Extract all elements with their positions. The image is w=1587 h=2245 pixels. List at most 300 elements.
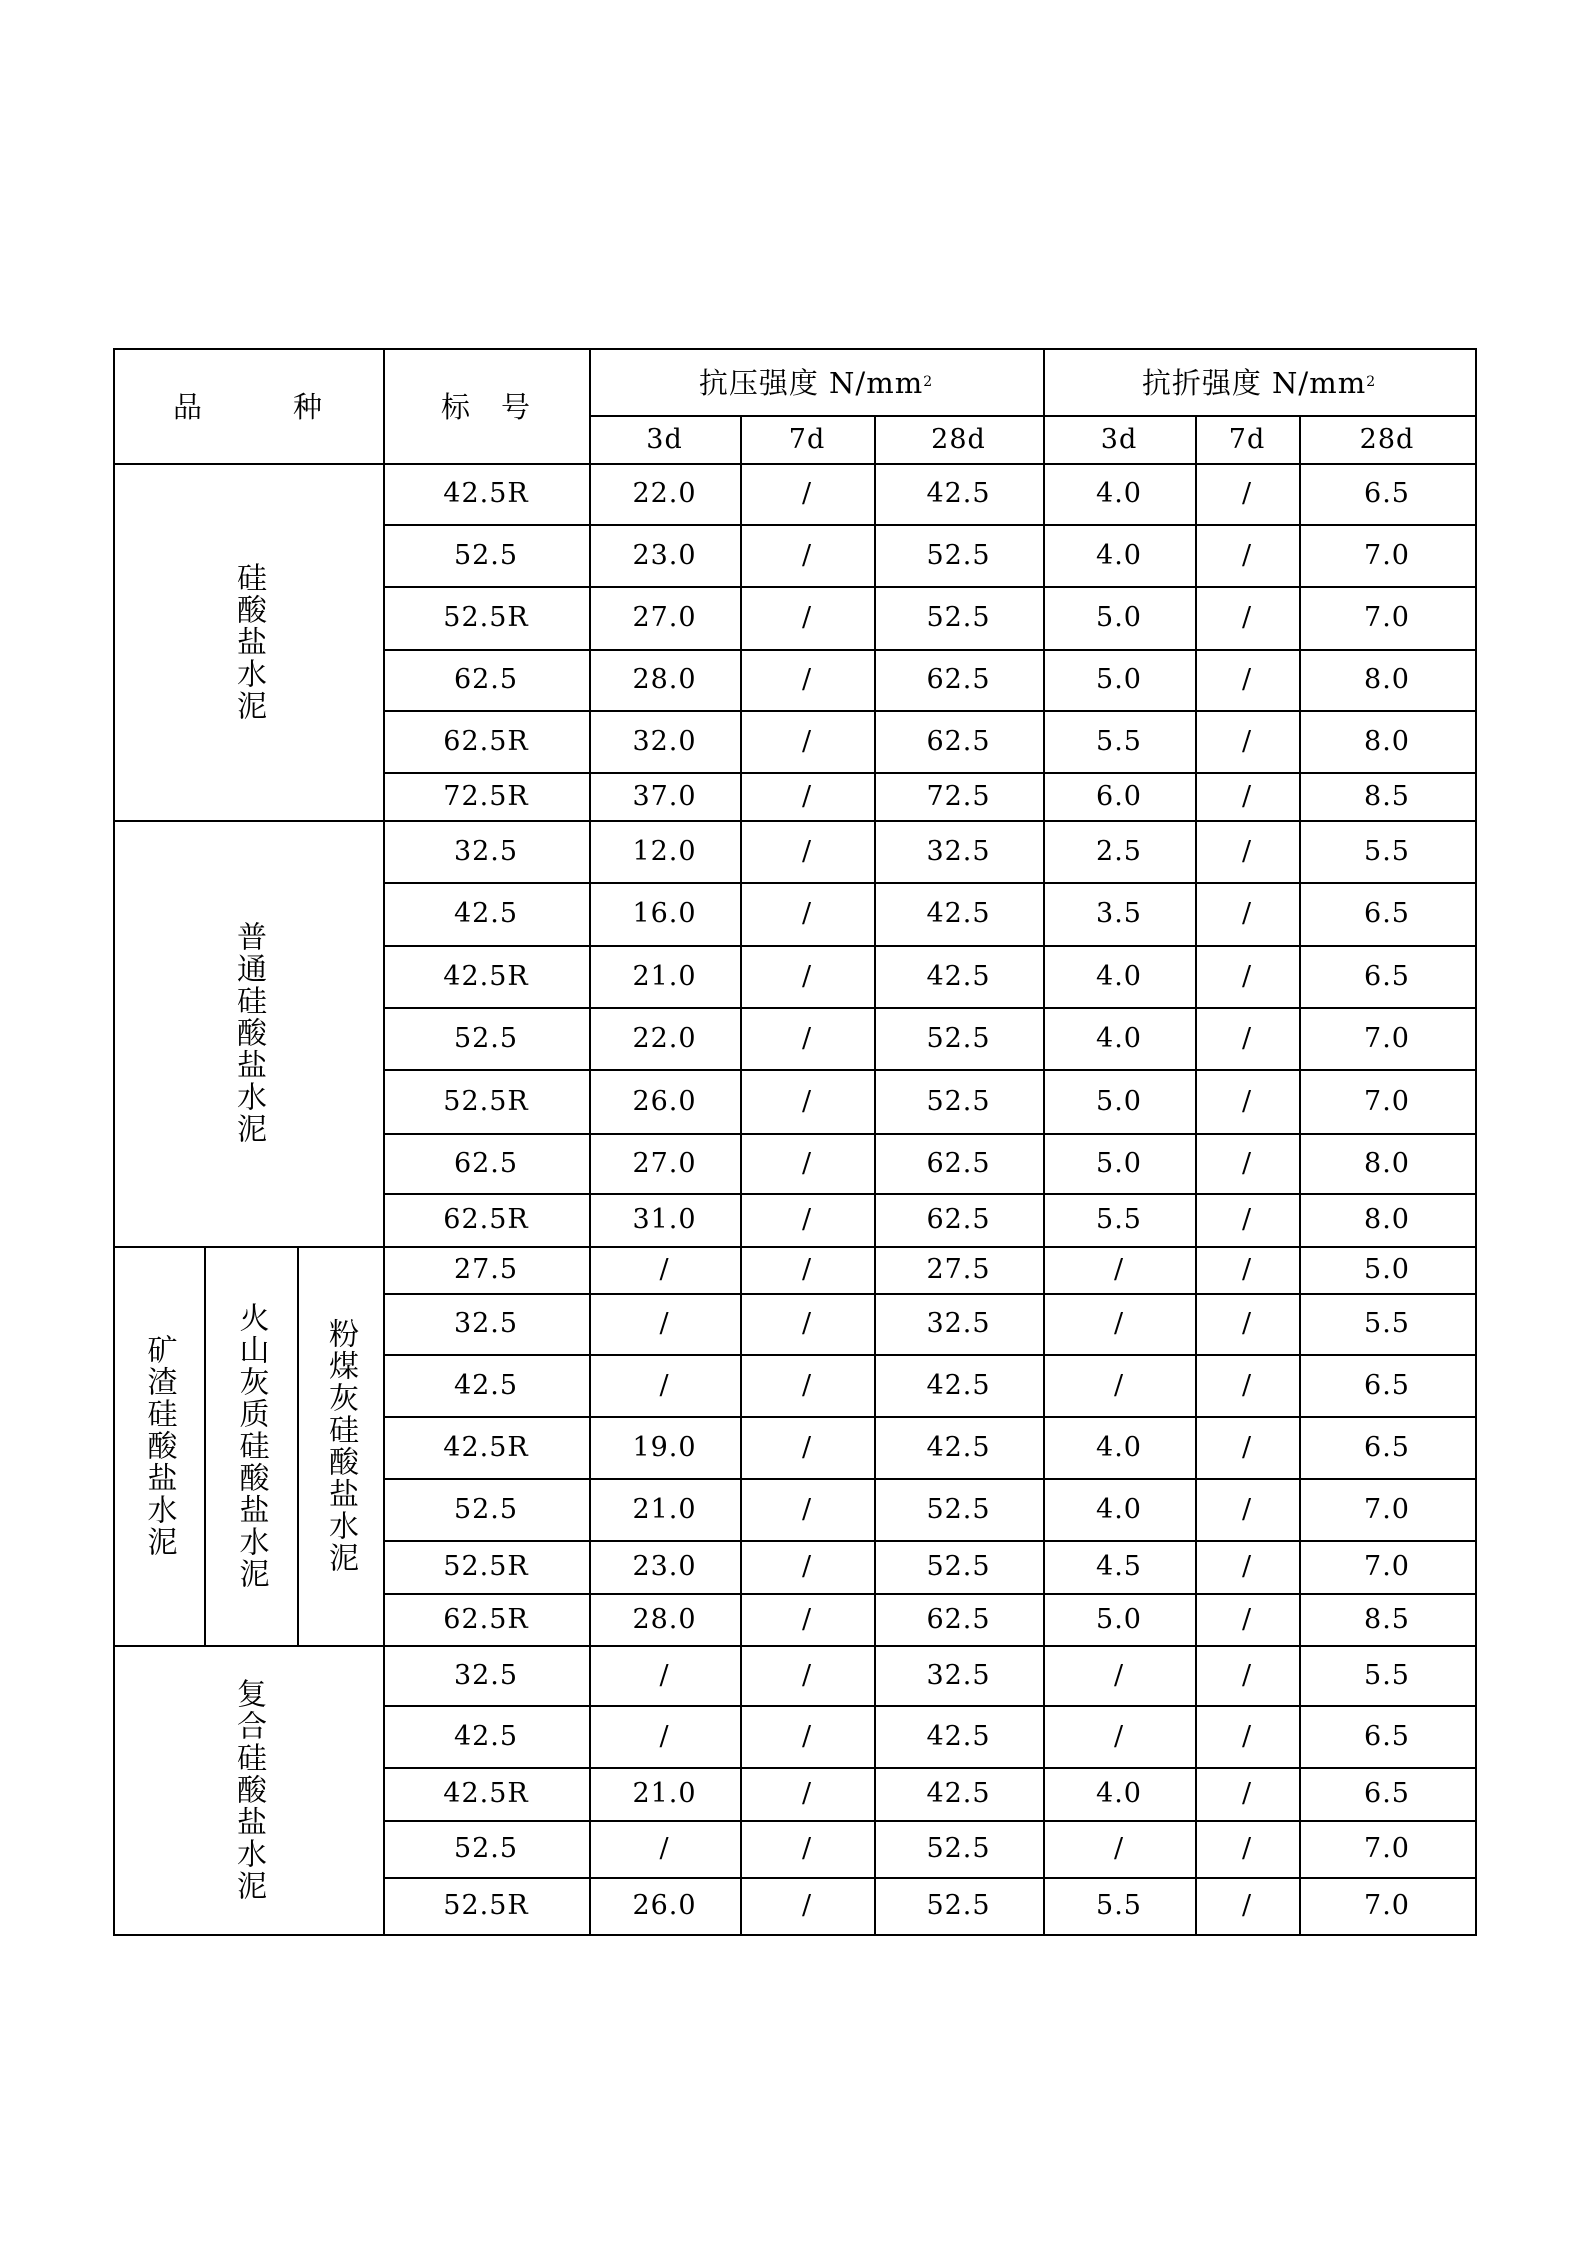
cell-flexural-28d-text: 6.5	[1364, 898, 1410, 929]
cell-flexural-28d	[1299, 524, 1477, 588]
header-grade-text: 标 号	[440, 390, 531, 424]
cell-compressive-3d	[589, 463, 742, 526]
cell-flexural-3d-text: 4.5	[1096, 1551, 1142, 1582]
header-age-7d-text: 7d	[788, 423, 826, 455]
cell-grade-text: 52.5	[453, 1022, 519, 1054]
cell-compressive-7d-text: /	[801, 664, 813, 695]
cell-grade	[383, 1820, 591, 1879]
cell-compressive-28d-text: 62.5	[926, 1603, 991, 1635]
cell-grade	[383, 649, 591, 712]
cell-flexural-28d-text: 6.5	[1364, 1431, 1410, 1463]
cell-grade-text: 42.5	[453, 898, 519, 929]
unit-superscript: 2	[1366, 373, 1377, 390]
cell-compressive-3d-text: 32.0	[632, 725, 697, 757]
cell-flexural-28d	[1299, 1193, 1477, 1248]
cell-flexural-28d-text: 5.5	[1364, 1659, 1410, 1691]
cell-flexural-7d-text: /	[1241, 478, 1253, 509]
cell-flexural-3d	[1043, 1820, 1197, 1879]
cell-flexural-3d	[1043, 945, 1197, 1009]
cell-grade	[383, 820, 591, 884]
cell-grade-text: 52.5R	[443, 1551, 529, 1582]
cell-compressive-3d-text: 27.0	[632, 602, 697, 633]
cell-flexural-7d-text: /	[1241, 960, 1253, 992]
cell-flexural-7d-text: /	[1241, 1551, 1253, 1582]
cell-flexural-3d-text: 4.0	[1096, 960, 1142, 992]
cell-compressive-7d	[740, 1540, 876, 1595]
cell-compressive-28d-text: 42.5	[926, 898, 991, 929]
cell-compressive-3d	[589, 820, 742, 884]
cell-compressive-3d-text: /	[659, 1833, 670, 1864]
cell-compressive-7d	[740, 1820, 876, 1879]
cell-flexural-28d-text: 6.5	[1364, 1778, 1410, 1809]
cell-compressive-3d	[589, 1877, 742, 1936]
cell-flexural-28d	[1299, 1069, 1477, 1135]
header-variety	[113, 348, 385, 465]
cell-compressive-28d-text: 42.5	[926, 478, 991, 509]
cell-flexural-28d	[1299, 1767, 1477, 1822]
cell-compressive-28d	[874, 1705, 1045, 1769]
cell-compressive-28d	[874, 1645, 1045, 1707]
group-label-text: 普通硅酸盐水泥	[231, 921, 266, 1145]
cell-flexural-7d	[1195, 1354, 1301, 1418]
cell-flexural-3d-text: /	[1113, 1369, 1125, 1401]
cell-flexural-3d-text: 5.5	[1096, 725, 1142, 757]
cell-compressive-7d	[740, 882, 876, 947]
cell-compressive-3d-text: 12.0	[632, 835, 697, 867]
cell-flexural-7d	[1195, 1645, 1301, 1707]
cell-flexural-7d-text: /	[1241, 664, 1253, 695]
cell-flexural-3d	[1043, 1705, 1197, 1769]
group-label-0-text: 矿渣硅酸盐水泥	[141, 1333, 177, 1558]
cell-flexural-3d-text: /	[1113, 1720, 1125, 1752]
cell-compressive-3d	[589, 1416, 742, 1480]
cell-compressive-7d	[740, 1877, 876, 1936]
cell-flexural-28d	[1299, 1293, 1477, 1356]
cell-grade	[383, 1416, 591, 1480]
cell-flexural-7d	[1195, 1246, 1301, 1295]
cell-compressive-3d	[589, 882, 742, 947]
group-label	[113, 1645, 385, 1936]
unit-superscript: 2	[923, 373, 934, 390]
cell-compressive-28d	[874, 1246, 1045, 1295]
cell-compressive-7d-text: /	[801, 835, 813, 867]
cell-grade	[383, 1069, 591, 1135]
cell-compressive-7d-text: /	[801, 898, 813, 929]
cell-compressive-7d-text: /	[801, 1085, 813, 1117]
cell-compressive-7d	[740, 820, 876, 884]
cell-compressive-3d-text: 26.0	[632, 1085, 697, 1117]
cell-grade-text: 42.5R	[443, 960, 529, 992]
cell-flexural-3d	[1043, 1069, 1197, 1135]
cell-grade-text: 42.5	[453, 1720, 519, 1752]
cell-compressive-28d-text: 52.5	[926, 1890, 991, 1921]
cell-flexural-28d	[1299, 463, 1477, 526]
cell-compressive-28d	[874, 1877, 1045, 1936]
header-variety-text: 品 种	[172, 390, 323, 424]
cell-flexural-28d-text: 6.5	[1364, 1720, 1410, 1752]
cell-flexural-28d-text: 6.5	[1364, 1369, 1410, 1401]
header-compressive-strength	[589, 348, 1045, 417]
cell-grade-text: 62.5R	[443, 1603, 529, 1635]
cell-flexural-28d	[1299, 1354, 1477, 1418]
cell-compressive-3d-text: /	[659, 1659, 670, 1691]
cell-flexural-3d-text: 4.0	[1096, 1493, 1142, 1525]
cell-compressive-3d-text: /	[659, 1720, 670, 1752]
cell-compressive-28d-text: 62.5	[926, 1204, 991, 1235]
cell-flexural-7d-text: /	[1241, 1022, 1253, 1054]
cell-compressive-3d	[589, 524, 742, 588]
cell-flexural-28d	[1299, 1645, 1477, 1707]
cell-grade	[383, 1593, 591, 1647]
cell-grade	[383, 586, 591, 651]
cell-grade-text: 52.5R	[443, 602, 529, 633]
cell-flexural-7d	[1195, 820, 1301, 884]
cell-compressive-28d-text: 52.5	[926, 602, 991, 633]
cell-grade	[383, 1478, 591, 1542]
cell-flexural-7d-text: /	[1241, 1659, 1253, 1691]
cell-grade-text: 52.5	[453, 539, 519, 571]
cell-flexural-7d	[1195, 1069, 1301, 1135]
cell-flexural-7d-text: /	[1241, 1254, 1253, 1285]
cell-compressive-3d-text: 21.0	[632, 1493, 697, 1525]
cell-compressive-7d-text: /	[801, 1720, 813, 1752]
cell-compressive-7d	[740, 1645, 876, 1707]
cell-flexural-3d-text: 5.5	[1096, 1204, 1142, 1235]
cell-grade	[383, 1133, 591, 1195]
cell-flexural-3d-text: 5.5	[1096, 1890, 1142, 1921]
cell-compressive-28d-text: 52.5	[926, 1551, 991, 1582]
cell-compressive-3d-text: /	[659, 1369, 670, 1401]
group-label-1	[204, 1246, 299, 1647]
cell-compressive-3d	[589, 1246, 742, 1295]
cell-compressive-3d	[589, 1705, 742, 1769]
cell-flexural-28d-text: 7.0	[1364, 1890, 1410, 1921]
cell-compressive-3d	[589, 1293, 742, 1356]
cell-grade-text: 32.5	[453, 1308, 519, 1339]
cell-flexural-7d	[1195, 1540, 1301, 1595]
cell-flexural-3d	[1043, 1877, 1197, 1936]
cell-compressive-28d-text: 62.5	[926, 1147, 991, 1179]
cell-flexural-7d	[1195, 1705, 1301, 1769]
cell-flexural-7d-text: /	[1241, 602, 1253, 633]
cell-flexural-28d-text: 5.5	[1364, 835, 1410, 867]
cell-compressive-7d	[740, 1007, 876, 1071]
cell-compressive-28d	[874, 1193, 1045, 1248]
cell-flexural-3d	[1043, 1593, 1197, 1647]
cell-grade-text: 32.5	[453, 835, 519, 867]
cell-compressive-28d-text: 42.5	[926, 1720, 991, 1752]
cell-flexural-3d	[1043, 649, 1197, 712]
cell-compressive-7d-text: /	[801, 780, 813, 812]
cell-compressive-3d-text: 26.0	[632, 1890, 697, 1921]
cell-flexural-7d	[1195, 945, 1301, 1009]
cell-flexural-7d-text: /	[1241, 835, 1253, 867]
cell-grade	[383, 1293, 591, 1356]
cell-compressive-28d-text: 42.5	[926, 960, 991, 992]
cell-compressive-7d-text: /	[801, 478, 813, 509]
cell-compressive-3d-text: 28.0	[632, 1603, 697, 1635]
cell-flexural-3d-text: 5.0	[1096, 602, 1142, 633]
cell-compressive-7d-text: /	[801, 1778, 813, 1809]
cell-compressive-7d-text: /	[801, 1254, 813, 1285]
cell-flexural-3d	[1043, 1133, 1197, 1195]
cell-grade	[383, 1877, 591, 1936]
cell-flexural-7d-text: /	[1241, 1204, 1253, 1235]
cell-compressive-28d-text: 52.5	[926, 539, 991, 571]
header-compressive-strength-text: 抗压强度 N/mm	[698, 366, 924, 400]
cell-flexural-3d-text: /	[1113, 1254, 1125, 1285]
cell-compressive-28d	[874, 1133, 1045, 1195]
cell-compressive-7d-text: /	[801, 1659, 813, 1691]
cell-compressive-28d	[874, 1416, 1045, 1480]
cell-compressive-28d-text: 52.5	[926, 1085, 991, 1117]
cell-flexural-7d-text: /	[1241, 1369, 1253, 1401]
cell-flexural-7d	[1195, 524, 1301, 588]
cell-compressive-3d	[589, 586, 742, 651]
cell-flexural-28d	[1299, 710, 1477, 774]
cell-flexural-3d	[1043, 820, 1197, 884]
cell-grade-text: 52.5R	[443, 1890, 529, 1921]
cell-flexural-28d-text: 7.0	[1364, 1551, 1410, 1582]
cell-flexural-28d	[1299, 1820, 1477, 1879]
cell-compressive-3d	[589, 1007, 742, 1071]
cell-compressive-7d	[740, 772, 876, 822]
cell-flexural-7d-text: /	[1241, 780, 1253, 812]
cell-compressive-28d	[874, 1293, 1045, 1356]
cell-grade	[383, 1705, 591, 1769]
header-age-28d	[874, 415, 1045, 465]
cell-flexural-28d	[1299, 1705, 1477, 1769]
cell-compressive-7d	[740, 463, 876, 526]
cell-grade	[383, 945, 591, 1009]
cell-compressive-28d	[874, 1478, 1045, 1542]
cell-flexural-28d	[1299, 945, 1477, 1009]
cell-flexural-28d	[1299, 1007, 1477, 1071]
cell-flexural-28d	[1299, 820, 1477, 884]
cell-flexural-28d-text: 7.0	[1364, 1085, 1410, 1117]
cell-compressive-28d-text: 32.5	[926, 835, 991, 867]
cell-flexural-28d-text: 5.5	[1364, 1308, 1410, 1339]
cell-flexural-3d	[1043, 1478, 1197, 1542]
cell-grade	[383, 710, 591, 774]
cell-grade	[383, 1007, 591, 1071]
cell-flexural-28d-text: 6.5	[1364, 960, 1410, 992]
cell-compressive-28d-text: 72.5	[926, 780, 991, 812]
cell-flexural-28d	[1299, 649, 1477, 712]
cell-flexural-28d-text: 8.0	[1364, 1147, 1410, 1179]
cell-flexural-28d-text: 7.0	[1364, 1022, 1410, 1054]
cell-compressive-7d-text: /	[801, 725, 813, 757]
cell-flexural-7d	[1195, 1133, 1301, 1195]
cell-compressive-28d	[874, 586, 1045, 651]
cell-flexural-3d	[1043, 1767, 1197, 1822]
cell-flexural-7d-text: /	[1241, 1308, 1253, 1339]
cell-compressive-28d	[874, 820, 1045, 884]
cell-flexural-3d-text: 5.0	[1096, 664, 1142, 695]
cell-flexural-3d-text: 2.5	[1096, 835, 1142, 867]
cell-compressive-28d-text: 52.5	[926, 1493, 991, 1525]
cell-grade-text: 42.5R	[443, 478, 529, 509]
cell-grade-text: 62.5R	[443, 725, 529, 757]
cell-flexural-7d-text: /	[1241, 1493, 1253, 1525]
cell-compressive-3d	[589, 1193, 742, 1248]
cell-compressive-28d	[874, 1007, 1045, 1071]
cell-flexural-7d	[1195, 1193, 1301, 1248]
cell-compressive-28d-text: 62.5	[926, 725, 991, 757]
cell-grade-text: 62.5R	[443, 1204, 529, 1235]
cell-grade	[383, 1354, 591, 1418]
cell-compressive-3d-text: 22.0	[632, 1022, 697, 1054]
cell-grade-text: 32.5	[453, 1659, 519, 1691]
cell-flexural-7d	[1195, 649, 1301, 712]
cell-compressive-7d-text: /	[801, 960, 813, 992]
cell-flexural-3d	[1043, 1540, 1197, 1595]
cell-flexural-7d-text: /	[1241, 1890, 1253, 1921]
cell-grade	[383, 1645, 591, 1707]
cell-grade-text: 62.5	[453, 664, 519, 695]
cell-compressive-3d	[589, 649, 742, 712]
header-age-3d-text: 3d	[1100, 423, 1138, 455]
cell-flexural-3d-text: 5.0	[1096, 1085, 1142, 1117]
cell-compressive-28d	[874, 1069, 1045, 1135]
cell-compressive-7d	[740, 1478, 876, 1542]
cell-flexural-3d-text: 4.0	[1096, 1022, 1142, 1054]
cell-flexural-28d	[1299, 1540, 1477, 1595]
cell-compressive-7d-text: /	[801, 1022, 813, 1054]
cell-flexural-7d	[1195, 882, 1301, 947]
cell-flexural-7d-text: /	[1241, 898, 1253, 929]
cell-flexural-3d	[1043, 1416, 1197, 1480]
cell-flexural-3d	[1043, 586, 1197, 651]
cell-compressive-3d	[589, 1354, 742, 1418]
cell-flexural-28d	[1299, 1478, 1477, 1542]
cell-compressive-28d-text: 32.5	[926, 1659, 991, 1691]
cell-flexural-7d-text: /	[1241, 725, 1253, 757]
cell-compressive-3d-text: 19.0	[632, 1431, 697, 1463]
cell-compressive-28d	[874, 1767, 1045, 1822]
cell-compressive-3d	[589, 1478, 742, 1542]
cell-grade-text: 52.5	[453, 1833, 519, 1864]
cell-compressive-3d-text: 23.0	[632, 539, 697, 571]
cell-compressive-28d-text: 42.5	[926, 1778, 991, 1809]
cell-flexural-7d-text: /	[1241, 539, 1253, 571]
cell-compressive-28d	[874, 649, 1045, 712]
cell-flexural-3d-text: /	[1113, 1659, 1125, 1691]
cell-flexural-28d	[1299, 1877, 1477, 1936]
cell-compressive-7d-text: /	[801, 1369, 813, 1401]
cell-flexural-3d	[1043, 882, 1197, 947]
cell-flexural-7d-text: /	[1241, 1720, 1253, 1752]
cell-compressive-7d-text: /	[801, 1308, 813, 1339]
cell-compressive-28d-text: 27.5	[926, 1254, 991, 1285]
cell-compressive-7d	[740, 710, 876, 774]
cell-compressive-3d-text: 37.0	[632, 780, 697, 812]
cell-flexural-3d	[1043, 710, 1197, 774]
cell-flexural-28d-text: 8.5	[1364, 780, 1410, 812]
cell-grade	[383, 463, 591, 526]
cell-compressive-3d	[589, 772, 742, 822]
cell-flexural-3d-text: 4.0	[1096, 1778, 1142, 1809]
cell-compressive-28d	[874, 1820, 1045, 1879]
cell-flexural-3d-text: /	[1113, 1308, 1125, 1339]
cell-flexural-7d	[1195, 1767, 1301, 1822]
cell-grade-text: 27.5	[453, 1254, 519, 1285]
cell-compressive-7d	[740, 586, 876, 651]
cell-compressive-3d	[589, 945, 742, 1009]
cell-compressive-7d-text: /	[801, 1603, 813, 1635]
cell-grade-text: 42.5	[453, 1369, 519, 1401]
cell-compressive-7d	[740, 1705, 876, 1769]
cell-flexural-7d-text: /	[1241, 1085, 1253, 1117]
cell-flexural-7d-text: /	[1241, 1431, 1253, 1463]
cell-flexural-28d	[1299, 1593, 1477, 1647]
cell-flexural-7d	[1195, 1007, 1301, 1071]
cell-compressive-28d	[874, 882, 1045, 947]
cell-compressive-3d-text: 16.0	[632, 898, 697, 929]
cell-compressive-3d-text: 21.0	[632, 960, 697, 992]
cell-compressive-7d	[740, 1767, 876, 1822]
cell-compressive-28d-text: 42.5	[926, 1431, 991, 1463]
cell-compressive-7d	[740, 1593, 876, 1647]
cell-flexural-7d-text: /	[1241, 1603, 1253, 1635]
cell-flexural-7d	[1195, 1593, 1301, 1647]
cell-compressive-3d	[589, 1820, 742, 1879]
cell-flexural-3d	[1043, 1193, 1197, 1248]
cell-compressive-28d	[874, 463, 1045, 526]
group-label-2-text: 粉煤灰硅酸盐水泥	[323, 1317, 358, 1574]
cell-flexural-28d-text: 5.0	[1364, 1254, 1410, 1285]
header-age-7d	[740, 415, 876, 465]
cell-grade	[383, 1246, 591, 1295]
header-grade	[383, 348, 591, 465]
cell-compressive-3d	[589, 1593, 742, 1647]
cell-flexural-3d-text: 4.0	[1096, 1431, 1142, 1463]
cell-flexural-3d	[1043, 1293, 1197, 1356]
cell-grade	[383, 1540, 591, 1595]
cell-grade-text: 52.5	[453, 1493, 519, 1525]
cell-compressive-7d-text: /	[801, 1890, 813, 1921]
header-age-3d	[1043, 415, 1197, 465]
cell-flexural-3d	[1043, 1246, 1197, 1295]
cell-compressive-7d	[740, 1354, 876, 1418]
cell-flexural-28d	[1299, 1133, 1477, 1195]
header-age-28d-text: 28d	[1359, 423, 1415, 455]
cell-flexural-7d	[1195, 1293, 1301, 1356]
cell-grade	[383, 882, 591, 947]
cell-compressive-28d-text: 52.5	[926, 1833, 991, 1864]
cell-compressive-3d-text: 22.0	[632, 478, 697, 509]
cell-compressive-7d-text: /	[801, 539, 813, 571]
cell-compressive-3d	[589, 1069, 742, 1135]
header-age-3d-text: 3d	[646, 423, 683, 455]
cell-compressive-7d-text: /	[801, 1833, 813, 1864]
cell-flexural-7d-text: /	[1241, 1778, 1253, 1809]
cell-compressive-28d-text: 52.5	[926, 1022, 991, 1054]
cell-flexural-7d	[1195, 463, 1301, 526]
cell-flexural-28d	[1299, 586, 1477, 651]
cell-compressive-7d-text: /	[801, 1147, 813, 1179]
cell-compressive-28d-text: 32.5	[926, 1308, 991, 1339]
cell-compressive-3d	[589, 1645, 742, 1707]
header-age-7d	[1195, 415, 1301, 465]
cell-compressive-7d	[740, 649, 876, 712]
cell-grade-text: 72.5R	[443, 780, 529, 812]
group-label	[113, 463, 385, 822]
cell-compressive-7d	[740, 1293, 876, 1356]
cell-grade	[383, 1767, 591, 1822]
cell-compressive-28d	[874, 945, 1045, 1009]
cell-flexural-28d-text: 7.0	[1364, 539, 1410, 571]
